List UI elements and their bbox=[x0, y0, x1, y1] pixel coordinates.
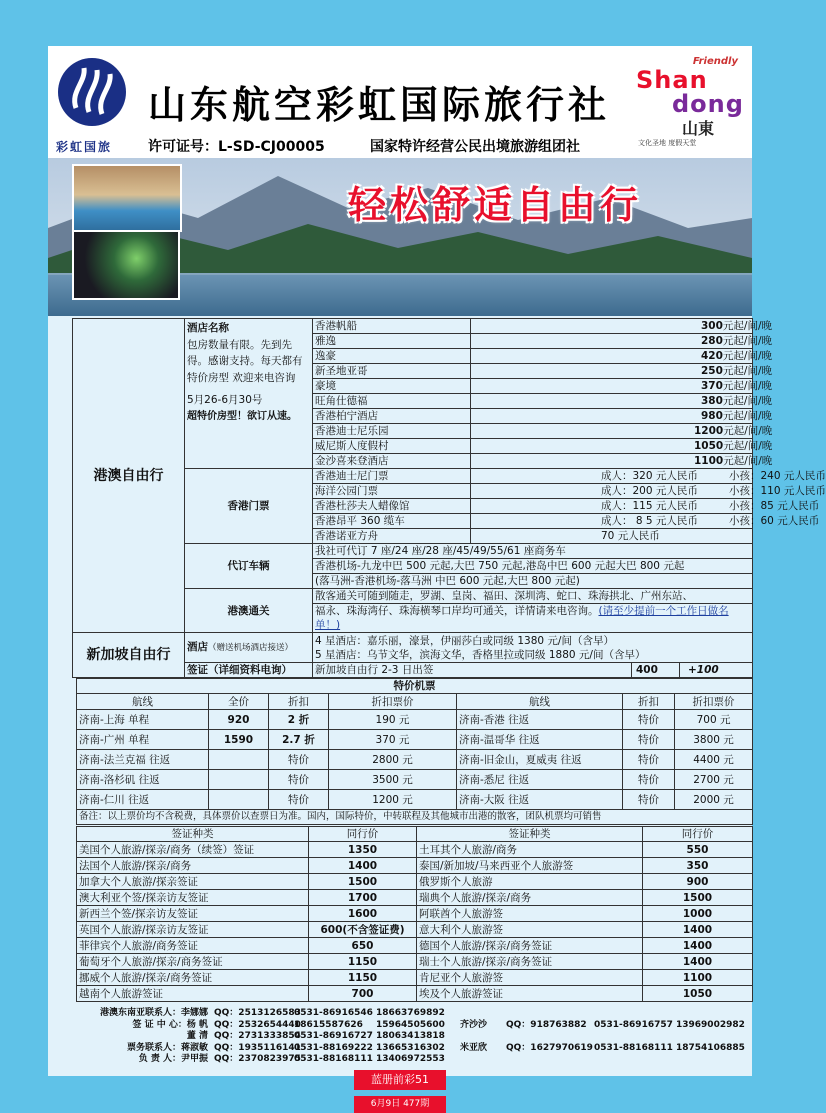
hotel-note: 包房数量有限。先到先得。感谢支持。每天都有特价房型 欢迎来电咨询 bbox=[187, 338, 303, 384]
hotel-price: 1100元起/间/晚 bbox=[471, 454, 753, 469]
pool-photo bbox=[72, 164, 182, 232]
hotel-name: 香港帆船 bbox=[313, 319, 471, 334]
table-row: 济南-广州 单程 1590 2.7 折 370 元 济南-温哥华 往返 特价 3800 元 bbox=[77, 730, 753, 750]
free-travel-table bbox=[72, 318, 826, 678]
contact-row: 董 清 QQ：2731333854 0531-86916727 18063413818 bbox=[186, 1031, 445, 1041]
sg-visa-row: 新加坡自由行 2-3 日出签 400 +100 bbox=[313, 663, 753, 678]
ticket-name: 香港迪士尼门票 bbox=[313, 469, 471, 484]
hotel-price: 1200元起/间/晚 bbox=[471, 424, 753, 439]
hotel-name: 金沙喜来登酒店 bbox=[313, 454, 471, 469]
contact-row: 签 证 中 心：杨 帆 QQ：2532654440 18615587626 15964505600 齐沙沙 QQ：918763882 0531-86916757 13969002982 bbox=[132, 1019, 745, 1030]
hotel-header: 酒店名称 bbox=[187, 322, 229, 334]
flights-table bbox=[76, 678, 752, 825]
pass-label: 港澳通关 bbox=[185, 589, 313, 633]
hotel-name: 旺角仕德福 bbox=[313, 394, 471, 409]
hotel-date: 5月26-6月30号 bbox=[187, 394, 263, 406]
shandong-line2: dong bbox=[672, 90, 744, 118]
region-singapore: 新加坡自由行 bbox=[73, 633, 185, 678]
sg-hotel-label: 酒店（赠送机场酒店接送） bbox=[185, 633, 313, 663]
car-label: 代订车辆 bbox=[185, 544, 313, 589]
sg-visa-label: 签证（详细资料电询） bbox=[185, 663, 313, 678]
hotel-price: 280元起/间/晚 bbox=[471, 334, 753, 349]
ticket-price: 成人： 8 5 元人民币 小孩：60 元人民币 bbox=[471, 514, 753, 529]
ticket-price: 成人：320 元人民币 小孩：240 元人民币 bbox=[471, 469, 753, 484]
shandong-line1: Shan bbox=[636, 66, 708, 94]
table-row: 越南个人旅游签证 700 埃及个人旅游签证 1050 bbox=[77, 986, 753, 1002]
shandong-cn: 山東 bbox=[682, 119, 715, 138]
hotel-name: 豪境 bbox=[313, 379, 471, 394]
ticket-price: 成人：200 元人民币 小孩：110 元人民币 bbox=[471, 484, 753, 499]
flights-note: 备注：以上票价均不含税费，具体票价以查票日为准。国内，国际特价，中转联程及其他城市出港的散客，团队机票均可销售 bbox=[77, 810, 753, 825]
hotel-price: 980元起/间/晚 bbox=[471, 409, 753, 424]
contact-row: 票务联系人：蒋淑敏 QQ：1935116141 0531-88169222 13665316302 米亚欣 QQ：1627970619 0531-88168111 18754106885 bbox=[126, 1042, 745, 1053]
hotel-price: 380元起/间/晚 bbox=[471, 394, 753, 409]
hotel-special: 超特价房型！欲订从速。 bbox=[187, 410, 297, 422]
hotel-name: 香港迪士尼乐园 bbox=[313, 424, 471, 439]
pass-line: 散客通关可随到随走，罗湖、皇岗、福田、深圳湾、蛇口、珠海拱北、广州东站、 bbox=[313, 589, 753, 604]
flights-header-row: 航线 全价 折扣 折扣票价 航线 折扣 折扣票价 bbox=[77, 694, 753, 710]
table-row: 济南-法兰克福 往返 特价 2800 元 济南-旧金山，夏威夷 往返 特价 4400 元 bbox=[77, 750, 753, 770]
ticket-name: 香港诺亚方舟 bbox=[313, 529, 471, 544]
table-row: 澳大利亚个签/探亲访友签证 1700 瑞典个人旅游/探亲/商务 1500 bbox=[77, 890, 753, 906]
contact-row: 港澳东南亚联系人：李娜娜 QQ：2513126583 0531-86916546 18663769892 bbox=[99, 1008, 445, 1018]
table-row: 英国个人旅游/探亲访友签证 600(不含签证费) 意大利个人旅游签 1400 bbox=[77, 922, 753, 938]
table-row: 加拿大个人旅游/探亲签证 1500 俄罗斯个人旅游 900 bbox=[77, 874, 753, 890]
flyer-page bbox=[48, 46, 826, 1076]
table-row: 美国个人旅游/探亲/商务（续签）签证 1350 土耳其个人旅游/商务 550 bbox=[77, 842, 753, 858]
visa-table bbox=[76, 826, 752, 1002]
tickets-label: 香港门票 bbox=[185, 469, 313, 544]
banner-title: 轻松舒适自由行 bbox=[348, 182, 643, 227]
ticket-name: 香港昂平 360 缆车 bbox=[313, 514, 471, 529]
car-line: (落马洲-香港机场-落马洲 中巴 600 元起,大巴 800 元起) bbox=[313, 574, 753, 589]
visa-header-row: 签证种类 同行价 签证种类 同行价 bbox=[77, 827, 753, 842]
hotel-price: 420元起/间/晚 bbox=[471, 349, 753, 364]
footer-label: 蓝册前彩51 bbox=[354, 1070, 446, 1090]
table-row: 济南-上海 单程 920 2 折 190 元 济南-香港 往返 特价 700 元 bbox=[77, 710, 753, 730]
table-row: 挪威个人旅游/探亲/商务签证 1150 肯尼亚个人旅游签 1100 bbox=[77, 970, 753, 986]
ticket-name: 香港杜莎夫人蜡像馆 bbox=[313, 499, 471, 514]
contact-row: 负 责 人：尹甲振 QQ：2370823975 0531-88168111 13406972553 bbox=[138, 1054, 445, 1064]
nightclub-photo bbox=[72, 230, 180, 300]
ticket-price: 70 元人民币 bbox=[471, 529, 753, 544]
hotel-info-cell bbox=[185, 319, 313, 469]
table-row: 法国个人旅游/探亲/商务 1400 泰国/新加坡/马来西亚个人旅游签 350 bbox=[77, 858, 753, 874]
header bbox=[48, 46, 752, 158]
ticket-name: 海洋公园门票 bbox=[313, 484, 471, 499]
table-row: 葡萄牙个人旅游/探亲/商务签证 1150 瑞士个人旅游/探亲/商务签证 1400 bbox=[77, 954, 753, 970]
table-row: 济南-仁川 往返 特价 1200 元 济南-大阪 往返 特价 2000 元 bbox=[77, 790, 753, 810]
footer-date: 6月9日 477期 bbox=[354, 1096, 446, 1113]
rainbow-logo-icon bbox=[56, 56, 128, 128]
table-row: 济南-洛杉矶 往返 特价 3500 元 济南-悉尼 往返 特价 2700 元 bbox=[77, 770, 753, 790]
hotel-price: 370元起/间/晚 bbox=[471, 379, 753, 394]
region-hk-macau: 港澳自由行 bbox=[73, 319, 185, 633]
logo-text: 彩虹国旅 bbox=[56, 140, 113, 154]
license-number: 许可证号：L-SD-CJ00005 bbox=[148, 139, 325, 155]
table-row: 新西兰个签/探亲访友签证 1600 阿联酋个人旅游签 1000 bbox=[77, 906, 753, 922]
sg-hotel-lines: 4 星酒店：嘉乐丽，濠景，伊丽莎白或同级 1380 元/间（含早） 5 星酒店：乌节文华，滨海文华，香格里拉或同级 1880 元/间（含早） bbox=[313, 633, 753, 663]
table-row: 菲律宾个人旅游/商务签证 650 德国个人旅游/探亲/商务签证 1400 bbox=[77, 938, 753, 954]
hotel-name: 雅逸 bbox=[313, 334, 471, 349]
hotel-name: 新圣地亚哥 bbox=[313, 364, 471, 379]
car-line: 我社可代订 7 座/24 座/28 座/45/49/55/61 座商务车 bbox=[313, 544, 753, 559]
hotel-name: 威尼斯人度假村 bbox=[313, 439, 471, 454]
pass-note: (请至少提前一个工作日做名单！) bbox=[315, 605, 729, 631]
authority-text: 国家特许经营公民出境旅游组团社 bbox=[370, 139, 580, 155]
shandong-logo bbox=[634, 56, 746, 152]
flights-title: 特价机票 bbox=[77, 679, 753, 694]
shandong-slogan: 文化圣地 度假天堂 bbox=[638, 139, 697, 147]
car-line: 香港机场-九龙中巴 500 元起,大巴 750 元起,港岛中巴 600 元起大巴 800 元起 bbox=[313, 559, 753, 574]
contacts-block bbox=[78, 1008, 748, 1066]
company-name: 山东航空彩虹国际旅行社 bbox=[148, 82, 611, 127]
hotel-price: 300元起/间/晚 bbox=[471, 319, 753, 334]
hotel-name: 香港柏宁酒店 bbox=[313, 409, 471, 424]
shandong-friendly: Friendly bbox=[692, 56, 738, 67]
hotel-price: 1050元起/间/晚 bbox=[471, 439, 753, 454]
hotel-price: 250元起/间/晚 bbox=[471, 364, 753, 379]
pass-line: 福永、珠海湾仔、珠海横琴口岸均可通关，详情请来电咨询。(请至少提前一个工作日做名单！) bbox=[313, 604, 753, 633]
hotel-name: 逸豪 bbox=[313, 349, 471, 364]
ticket-price: 成人：115 元人民币 小孩：85 元人民币 bbox=[471, 499, 753, 514]
